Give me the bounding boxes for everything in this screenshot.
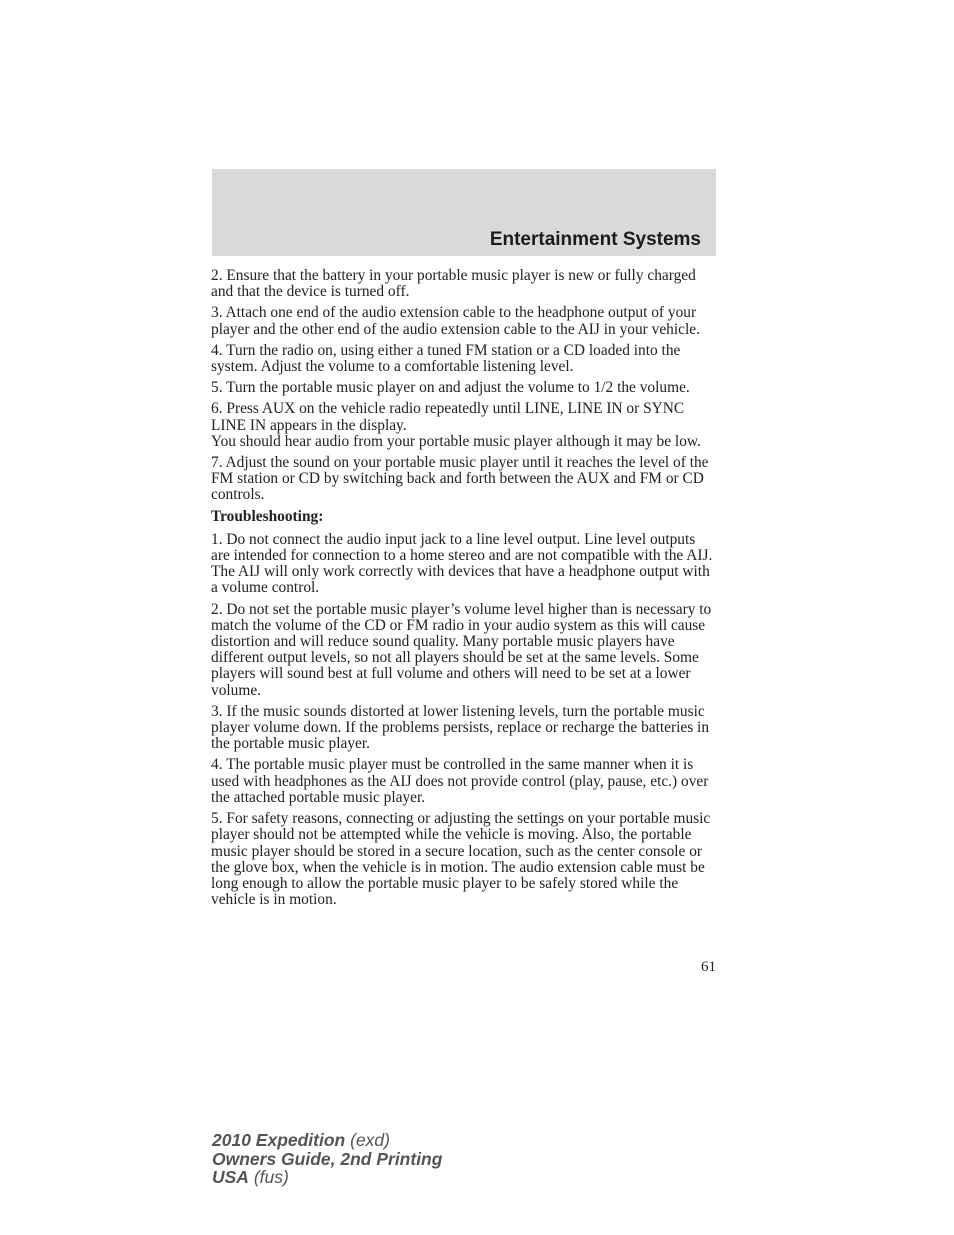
footer-guide: Owners Guide, 2nd Printing — [212, 1148, 443, 1169]
page-content — [211, 268, 717, 913]
section-title: Entertainment Systems — [489, 229, 701, 250]
step-7: 7. Adjust the sound on your portable music player until it reaches the level of the FM station or CD by switching back and forth between the AUX and FM or CD controls. — [211, 454, 709, 504]
troubleshooting-item-5: 5. For safety reasons, connecting or adjusting the settings on your portable music player should not be attempted while the vehicle is moving. Also, the portable music player should be stored in a secure location, such as the center console or the glove box, when the vehicle is in motion. The audio extension cable must be long enough to allow the portable music player to be safely stored while the vehicle is in motion. — [211, 810, 711, 909]
step-6: 6. Press AUX on the vehicle radio repeatedly until LINE, LINE IN or SYNC LINE IN appears in the display. — [211, 400, 685, 434]
step-5: 5. Turn the portable music player on and adjust the volume to 1/2 the volume. — [211, 379, 690, 397]
page-number: 61 — [701, 959, 716, 975]
footer-line-2 — [212, 1150, 442, 1169]
footer-line-3 — [212, 1168, 442, 1187]
footer-market-code: (fus) — [253, 1167, 289, 1187]
step-4: 4. Turn the radio on, using either a tuned FM station or a CD loaded into the system. Adjust the volume to a comfortable listening level. — [211, 341, 681, 376]
footer-publication-info — [212, 1131, 442, 1187]
section-header-band — [212, 169, 716, 256]
footer-model: 2010 Expedition — [212, 1130, 346, 1150]
step-2: 2. Ensure that the battery in your portable music player is new or fully charged and that the device is turned off. — [211, 267, 696, 301]
troubleshooting-item-4: 4. The portable music player must be controlled in the same manner when it is used with headphones as the AIJ does not provide control (play, pause, etc.) over the attached portable music player. — [211, 756, 709, 806]
troubleshooting-item-1: 1. Do not connect the audio input jack to a line level output. Line level outputs are intended for connection to a home stereo and are not compatible with the AIJ. The AIJ will only work correctly with devices that have a headphone output with a volume control. — [211, 530, 713, 597]
footer-line-1 — [212, 1131, 442, 1150]
footer-market: USA — [212, 1167, 249, 1187]
troubleshooting-item-2: 2. Do not set the portable music player’s volume level higher than is necessary to match the volume of the CD or FM radio in your audio system as this will cause distortion and will reduce sound quality. Many portable music players have different output levels, so not all players should be set at the same levels. Some players will sound best at full volume and others will need to be set at a lower volume. — [211, 600, 712, 699]
troubleshooting-heading: Troubleshooting: — [211, 507, 324, 525]
step-3: 3. Attach one end of the audio extension cable to the headphone output of your player and the other end of the audio extension cable to the AIJ in your vehicle. — [211, 304, 700, 338]
step-6-note: You should hear audio from your portable music player although it may be low. — [211, 432, 701, 450]
troubleshooting-item-3: 3. If the music sounds distorted at lower listening levels, turn the portable music player volume down. If the problems persists, replace or recharge the batteries in the portable music player. — [211, 702, 710, 753]
footer-model-code: (exd) — [350, 1130, 390, 1150]
